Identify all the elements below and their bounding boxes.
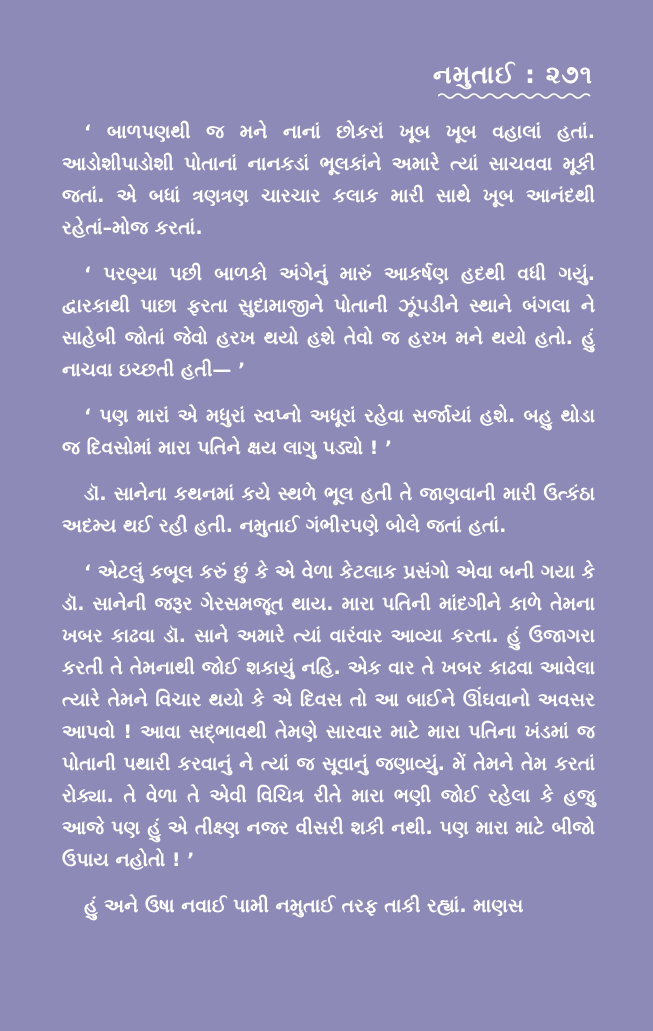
page-header — [433, 60, 593, 100]
paragraph: હું અને ઉષા નવાઈ પામી નમુતાઈ તરફ તાકી રહ્યાં. માણસ — [84, 895, 524, 917]
paragraph: ‘ એટલું કબૂલ કરું છું કે એ વેળા કેટલાક પ્રસંગો એવા બની ગયા કે ડૉ. સાનેની જરૂર ગેરસમજૂત થાય. મારા પતિની માંદગીને કાળે તેમના ખબર કાઢવા ડૉ. સાને અમારે ત્યાં વારંવાર આવ્યા કરતા. હું ઉજાગરા કરતી તે તેમનાથી જોઈ શકાયું નહિ. એક વાર તે ખબર કાઢવા આવેલા ત્યારે તેમને વિચાર થયો કે એ દિવસ તો આ બાઈને ઊંઘવાનો અવસર આપવો ! આવા સદ્ભાવથી તેમણે સારવાર માટે મારા પતિના ખંડમાં જ પોતાની પથારી કરવાનું ને ત્યાં જ સૂવાનું જણાવ્યું. મેં તેમને તેમ કરતાં રોક્યા. તે વેળા તે એવી વિચિત્ર રીતે મારા ભણી જોઈ રહેલા કે હજુ આજે પણ હું એ તીક્ષ્ણ નજર વીસરી શકી નથી. પણ મારા માટે બીજો ઉપાય નહોતો ! ’ — [62, 561, 595, 871]
page-body — [62, 116, 595, 936]
paragraph: ‘ બાળપણથી જ મને નાનાં છોકરાં ખૂબ ખૂબ વહાલાં હતાં. આડોશીપાડોશી પોતાનાં નાનકડાં ભૂલકાંને અમારે ત્યાં સાચવવા મૂકી જતાં. એ બધાં ત્રણત્રણ ચારચાર કલાક મારી સાથે ખૂબ આનંદથી રહેતાં–મોજ કરતાં. — [62, 121, 595, 239]
running-header: નમુતાઈ : ૨૭૧ — [433, 60, 593, 89]
paragraph: ડૉ. સાનેના કથનમાં કયે સ્થળે ભૂલ હતી તે જાણવાની મારી ઉત્કંઠા અદમ્ય થઈ રહી હતી. નમુતાઈ ગંભીરપણે બોલે જતાં હતાં. — [62, 483, 595, 537]
wavy-underline-ornament — [438, 92, 593, 100]
paragraph: ‘ પણ મારાં એ મધુરાં સ્વપ્નો અધૂરાં રહેવા સર્જાયાં હશે. બહુ થોડા જ દિવસોમાં મારા પતિને ક્ષય લાગુ પડ્યો ! ’ — [62, 405, 595, 459]
paragraph: ‘ પરણ્યા પછી બાળકો અંગેનું મારું આકર્ષણ હદથી વધી ગયું. દ્વારકાથી પાછા ફરતા સુદામાજીને પોતાની ઝૂંપડીને સ્થાને બંગલા ને સાહેબી જોતાં જેવો હરખ થયો હશે તેવો જ હરખ મને થયો હતો. હું નાચવા ઇચ્છતી હતી— ’ — [62, 263, 595, 381]
